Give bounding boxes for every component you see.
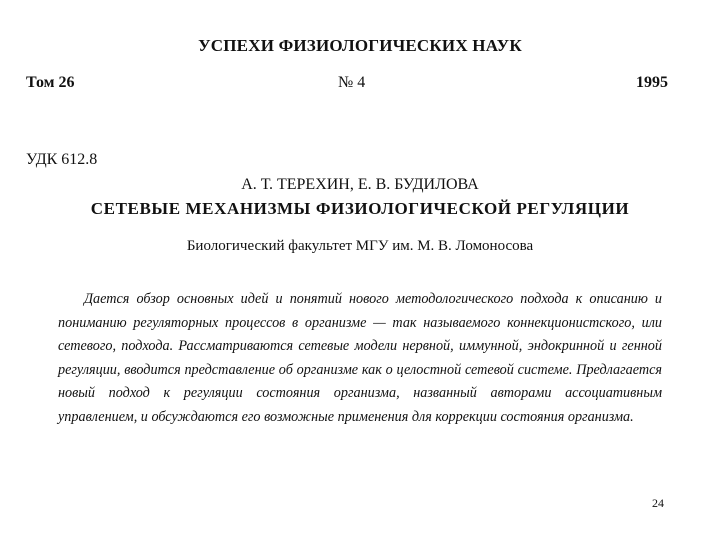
article-authors: А. Т. ТЕРЕХИН, Е. В. БУДИЛОВА (241, 176, 479, 193)
page-number: 24 (652, 496, 664, 510)
volume-label: Том 26 (26, 74, 75, 91)
issue-number: № 4 (338, 74, 366, 91)
article-abstract: Дается обзор основных идей и понятий нового методологического подхода к описанию и пониманию регуляторных процессов в организме — так называемого коннекционистского, или сетевого, подхода. Рассматриваются сетевые модели нервной, иммунной, эндокринной и генной регуляции, вводится представление об организме как о целостной сетевой системе. Предлагается новый подход к регуляции состояния организма, названный авторами ассоциативным управлением, и обсуждаются его возможные применения для коррекции состояния организма. (58, 291, 662, 425)
publication-year: 1995 (636, 74, 668, 91)
article-title: СЕТЕВЫЕ МЕХАНИЗМЫ ФИЗИОЛОГИЧЕСКОЙ РЕГУЛЯЦИИ (90, 199, 630, 218)
issue-line (26, 74, 668, 96)
udk-code: УДК 612.8 (26, 151, 98, 168)
journal-title: УСПЕХИ ФИЗИОЛОГИЧЕСКИХ НАУК (198, 36, 522, 55)
author-affiliation: Биологический факультет МГУ им. М. В. Ломоносова (186, 238, 534, 254)
